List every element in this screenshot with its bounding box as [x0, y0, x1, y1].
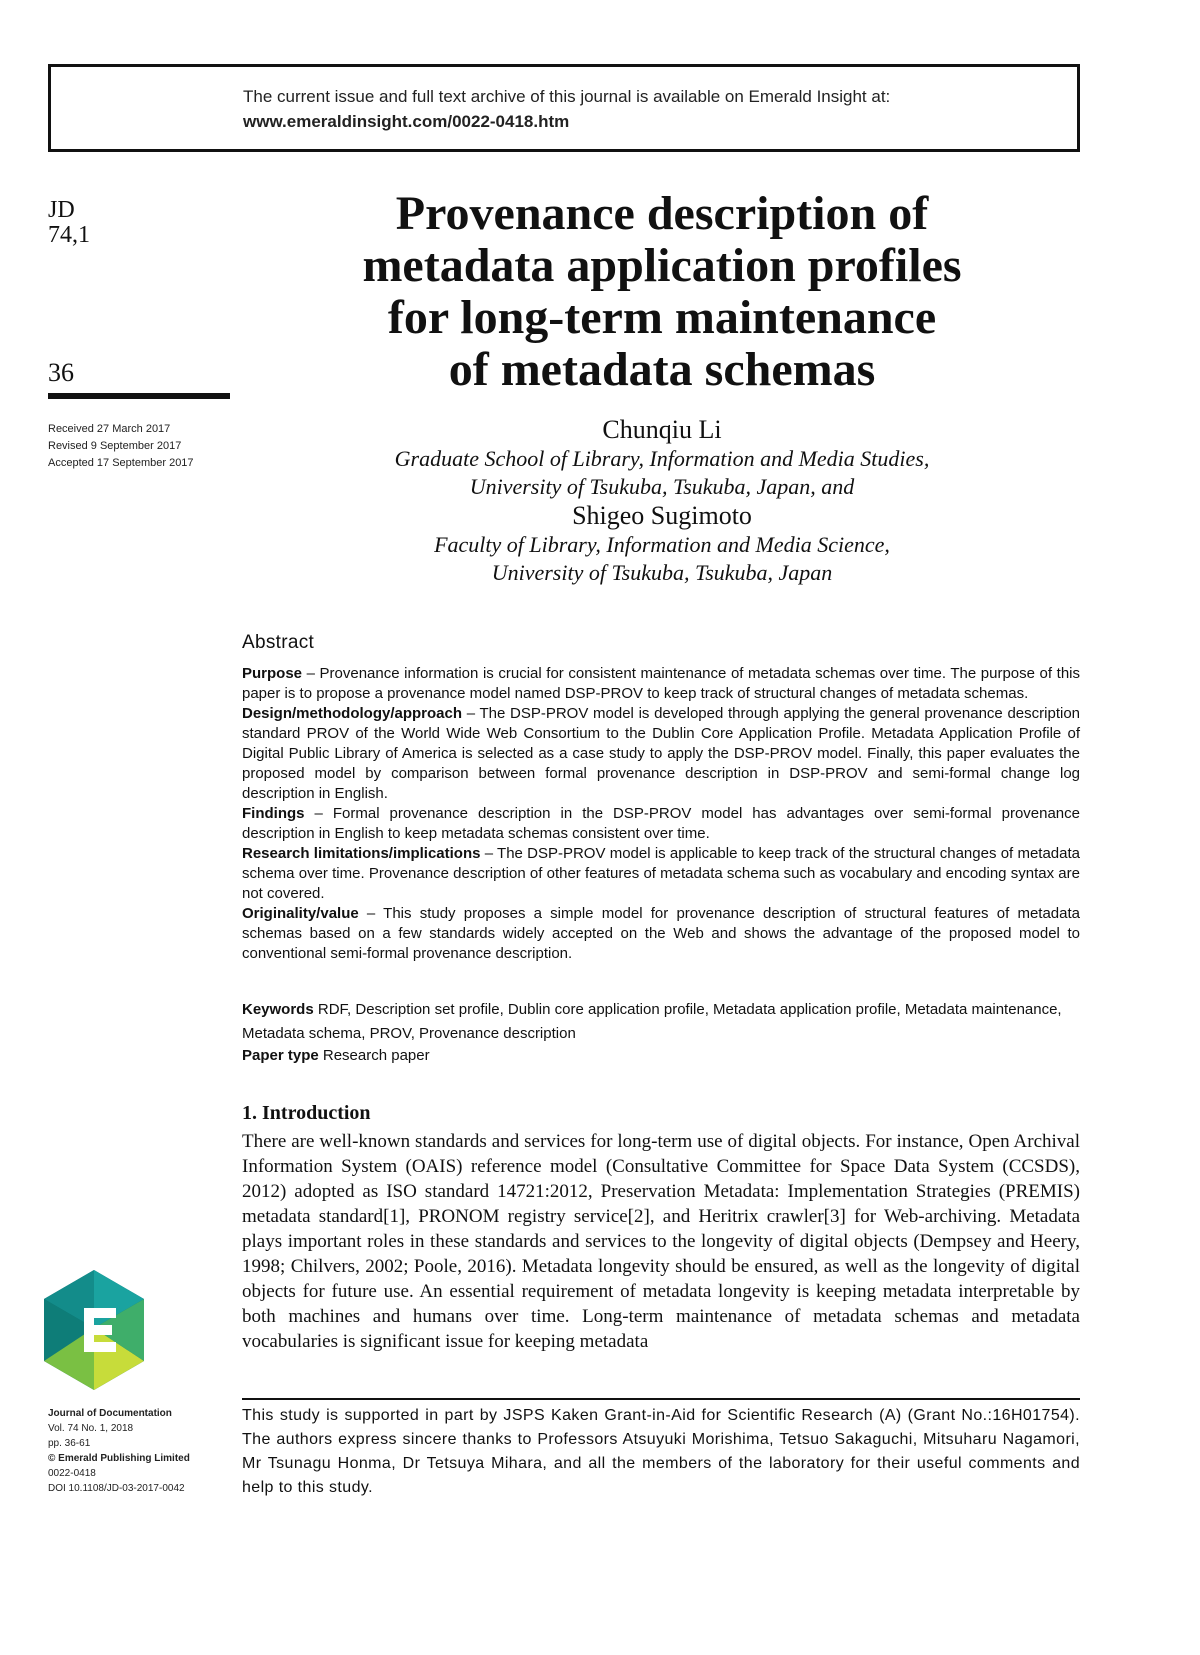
section-heading-introduction: 1. Introduction	[242, 1102, 371, 1124]
journal-url-link[interactable]: www.emeraldinsight.com/0022-0418.htm	[243, 112, 570, 131]
author-name: Chunqiu Li	[602, 415, 722, 444]
banner-text: The current issue and full text archive of this journal is available on Emerald Insight at:	[243, 87, 891, 106]
journal-abbrev: JD	[48, 197, 75, 223]
author-affiliation: University of Tsukuba, Tsukuba, Japan	[491, 560, 833, 585]
author-affiliation: University of Tsukuba, Tsukuba, Japan, and	[469, 474, 855, 499]
acknowledgement-footnote: This study is supported in part by JSPS Kaken Grant-in-Aid for Scientific Research (A) (Grant No.:16H01754). The authors express sincere thanks to Professors Atsuyuki Morishima, Tetsuo Sakaguchi, Mitsuharu Nagamori, Mr Tsunagu Honma, Dr Tetsuya Mihara, and all the members of the laboratory for their useful comments and help to this study.	[242, 1407, 1080, 1496]
journal-volume: Vol. 74 No. 1, 2018	[48, 1423, 134, 1434]
footnote-divider	[242, 1398, 1080, 1400]
logo-letter-e	[84, 1308, 116, 1352]
author-name: Shigeo Sugimoto	[572, 501, 752, 530]
banner-url-line	[243, 112, 569, 132]
author-affiliation: Faculty of Library, Information and Media Science,	[434, 532, 890, 557]
abstract-limitations	[242, 844, 1080, 904]
journal-copyright: © Emerald Publishing Limited	[48, 1453, 190, 1464]
abstract-label: Originality/value	[242, 905, 359, 922]
abstract-text: – The DSP-PROV model is applicable to keep track of the structural changes of metadata schema over time. Provenance description of other features of metadata schema such as vocabulary and encoding syntax are not covered.	[242, 845, 1080, 902]
abstract-text: – Formal provenance description in the DSP-PROV model has advantages over semi-formal provenance description in English to keep metadata schemas consistent over time.	[242, 805, 1080, 842]
emerald-logo-icon	[44, 1270, 144, 1390]
abstract-purpose	[242, 664, 1080, 704]
abstract-label: Design/methodology/approach	[242, 705, 463, 722]
keywords-label: Keywords	[242, 1001, 314, 1018]
page-number-rule	[48, 393, 230, 399]
received-date: Received 27 March 2017	[48, 423, 171, 435]
abstract-body	[242, 664, 1080, 964]
title-line: Provenance description of	[395, 187, 929, 240]
volume-issue: 74,1	[48, 222, 90, 248]
paper-type	[242, 1047, 1080, 1064]
introduction-body: There are well-known standards and services for long-term use of digital objects. For instance, Open Archival Information System (OAIS) reference model (Consultative Committee for Space Data System (CCSDS), 2012) adopted as ISO standard 14721:2012, Preservation Metadata: Implementation Strategies (PREMIS) metadata standard[1], PRONOM registry service[2], and Heritrix crawler[3] for Web-archiving. Metadata plays important roles in these standards and services to the longevity of digital objects (Dempsey and Heery, 1998; Chilvers, 2002; Poole, 2016). Metadata longevity should be ensured, as well as the longevity of digital objects for future use. An essential requirement of metadata longevity is keeping metadata interpretable by both machines and humans over time. Long-term maintenance of metadata schemas and metadata vocabularies is significant issue for keeping metadata	[242, 1131, 1080, 1352]
journal-info	[48, 1406, 190, 1496]
journal-title: Journal of Documentation	[48, 1408, 172, 1419]
journal-pages: pp. 36-61	[48, 1438, 91, 1449]
author-block	[262, 415, 1062, 587]
keywords	[242, 998, 1080, 1046]
article-title	[262, 188, 1062, 396]
abstract-design	[242, 704, 1080, 804]
abstract-label: Findings	[242, 805, 305, 822]
paper-type-label: Paper type	[242, 1047, 319, 1064]
paper-type-text: Research paper	[318, 1047, 430, 1064]
title-line: metadata application profiles	[362, 239, 962, 292]
journal-issn: 0022-0418	[48, 1468, 96, 1479]
author-affiliation: Graduate School of Library, Information and Media Studies,	[394, 446, 930, 471]
abstract-text: – The DSP-PROV model is developed through applying the general provenance description standard PROV of the World Wide Web Consortium to the Dublin Core Application Profile. Metadata Application Profile of Digital Public Library of America is selected as a case study to apply the DSP-PROV model. Finally, this paper evaluates the proposed model by comparison between formal provenance description in DSP-PROV and semi-formal change log description in English.	[242, 705, 1080, 802]
abstract-heading: Abstract	[242, 632, 315, 653]
title-line: of metadata schemas	[448, 343, 876, 396]
abstract-label: Purpose	[242, 665, 303, 682]
availability-banner	[48, 64, 1080, 152]
abstract-text: – Provenance information is crucial for consistent maintenance of metadata schemas over time. The purpose of this paper is to propose a provenance model named DSP-PROV to keep track of structural changes of metadata schemas.	[242, 665, 1080, 702]
keywords-text: RDF, Description set profile, Dublin core application profile, Metadata application profile, Metadata maintenance, Metadata schema, PROV, Provenance description	[242, 1001, 1062, 1042]
submission-dates	[48, 421, 194, 472]
abstract-text: – This study proposes a simple model for provenance description of structural features of metadata schemas based on a few standards widely accepted on the Web and shows the advantage of the proposed model to conventional semi-formal provenance description.	[242, 905, 1080, 962]
revised-date: Revised 9 September 2017	[48, 440, 182, 452]
abstract-originality	[242, 904, 1080, 964]
journal-code	[48, 198, 90, 248]
journal-doi[interactable]: DOI 10.1108/JD-03-2017-0042	[48, 1483, 185, 1494]
abstract-label: Research limitations/implications	[242, 845, 481, 862]
title-line: for long-term maintenance	[387, 291, 937, 344]
accepted-date: Accepted 17 September 2017	[48, 457, 194, 469]
abstract-findings	[242, 804, 1080, 844]
page-number: 36	[48, 358, 74, 387]
